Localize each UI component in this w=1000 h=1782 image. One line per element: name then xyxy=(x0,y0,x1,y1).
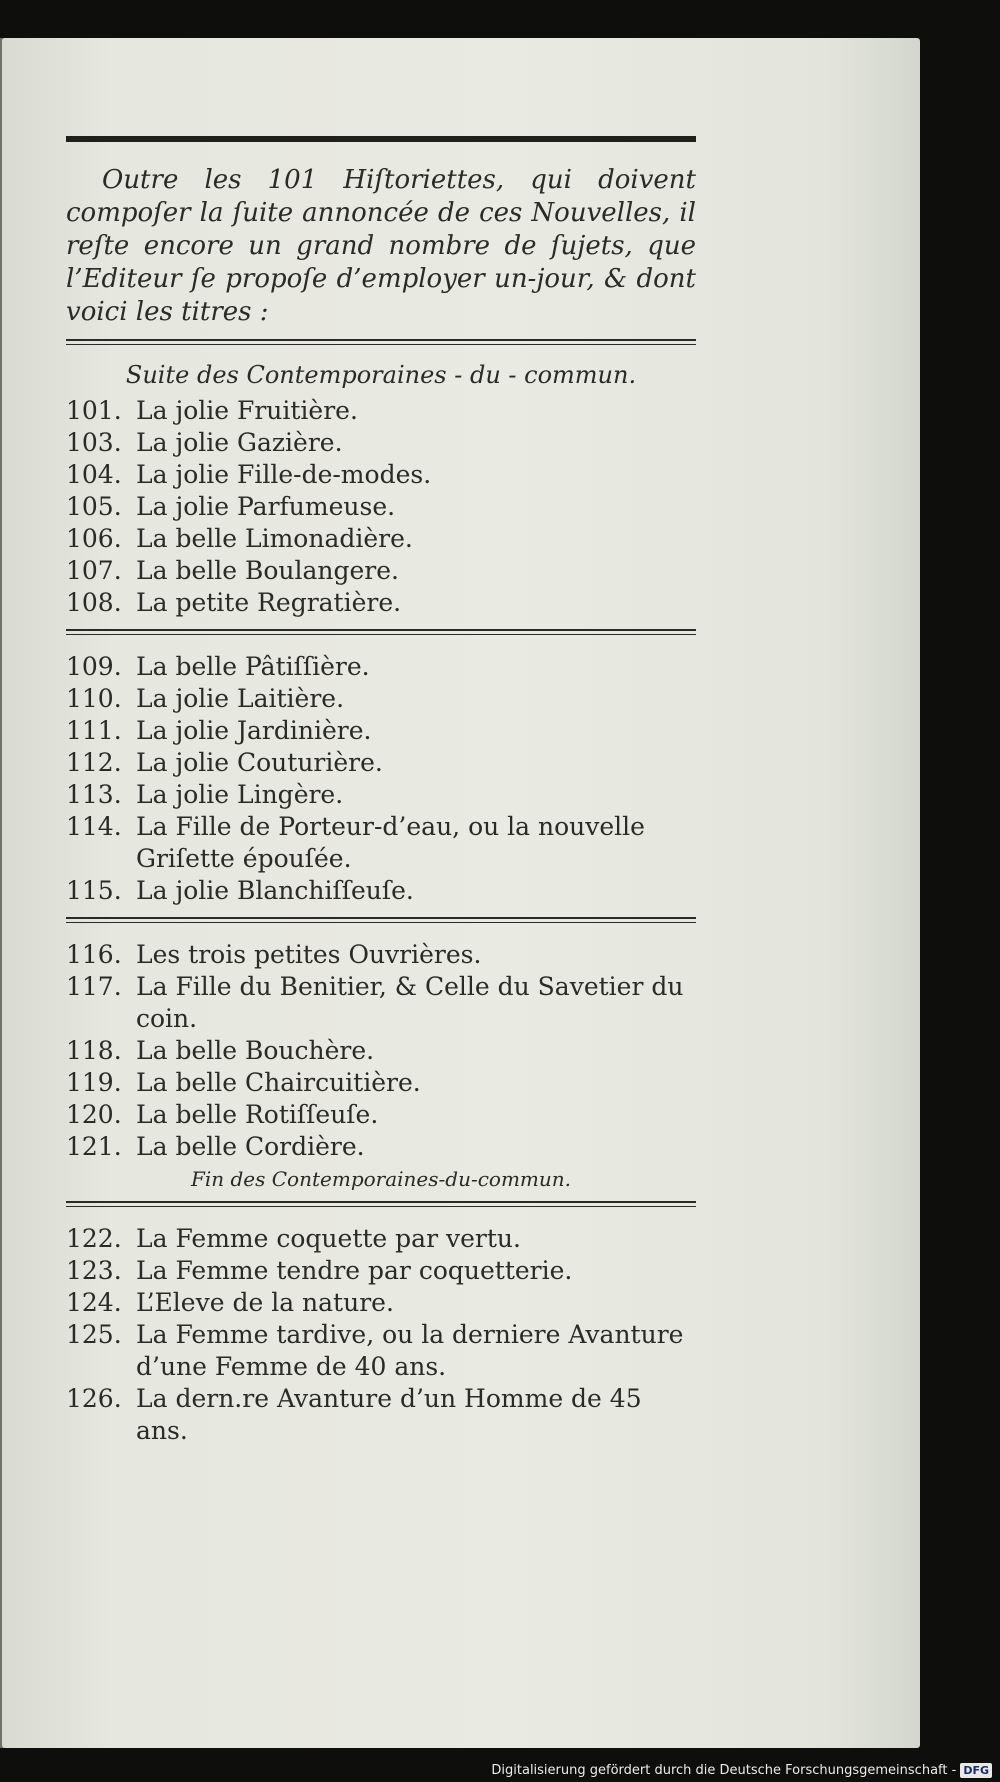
double-rule xyxy=(66,629,696,635)
entry-title: La belle Boulangere. xyxy=(136,556,400,585)
entry-number: 119. xyxy=(66,1068,122,1097)
entry-list-group2 xyxy=(66,651,696,907)
list-item xyxy=(66,715,696,747)
entry-number: 108. xyxy=(66,588,122,617)
list-item xyxy=(66,811,696,875)
entry-title: La jolie Fille-de-modes. xyxy=(136,460,432,489)
list-item xyxy=(66,1255,696,1287)
entry-title: La Femme coquette par vertu. xyxy=(136,1224,521,1253)
entry-number: 123. xyxy=(66,1256,122,1285)
entry-title: La belle Cordière. xyxy=(136,1132,365,1161)
entry-title: La Fille de Porteur-d’eau, ou la nouvelle Griſette épouſée. xyxy=(136,812,645,873)
list-item xyxy=(66,939,696,971)
list-item xyxy=(66,747,696,779)
page-content xyxy=(66,136,696,1447)
list-item xyxy=(66,459,696,491)
entry-title: Les trois petites Ouvrières. xyxy=(136,940,482,969)
entry-number: 103. xyxy=(66,428,122,457)
entry-number: 106. xyxy=(66,524,122,553)
entry-list-group4 xyxy=(66,1223,696,1447)
list-item xyxy=(66,1287,696,1319)
entry-number: 125. xyxy=(66,1320,122,1349)
list-item xyxy=(66,395,696,427)
entry-number: 113. xyxy=(66,780,122,809)
section-heading: Suite des Contemporaines - du - commun. xyxy=(125,361,637,389)
entry-title: La dern.re Avanture d’un Homme de 45 ans. xyxy=(136,1384,642,1445)
list-item xyxy=(66,1223,696,1255)
entry-number: 107. xyxy=(66,556,122,585)
entry-title: La Fille du Benitier, & Celle du Savetier du coin. xyxy=(136,972,684,1033)
list-item xyxy=(66,1099,696,1131)
list-item xyxy=(66,651,696,683)
entry-number: 104. xyxy=(66,460,122,489)
entry-number: 111. xyxy=(66,716,122,745)
entry-number: 116. xyxy=(66,940,122,969)
top-rule xyxy=(66,136,696,142)
list-item xyxy=(66,683,696,715)
double-rule xyxy=(66,339,696,345)
entry-title: La Femme tendre par coquetterie. xyxy=(136,1256,573,1285)
footer-text: Digitalisierung gefördert durch die Deutsche Forschungsgemeinschaft - xyxy=(491,1763,957,1778)
list-item xyxy=(66,779,696,811)
entry-number: 121. xyxy=(66,1132,122,1161)
entry-title: La jolie Fruitière. xyxy=(136,396,358,425)
entry-title: L’Eleve de la nature. xyxy=(136,1288,394,1317)
list-item xyxy=(66,555,696,587)
entry-title: La jolie Blanchiſſeuſe. xyxy=(136,876,414,905)
entry-title: La jolie Gazière. xyxy=(136,428,343,457)
entry-title: La belle Chaircuitière. xyxy=(136,1068,421,1097)
double-rule xyxy=(66,917,696,923)
entry-number: 109. xyxy=(66,652,122,681)
entry-number: 115. xyxy=(66,876,122,905)
list-item xyxy=(66,1319,696,1383)
entry-title: La petite Regratière. xyxy=(136,588,402,617)
entry-title: La belle Pâtiſſière. xyxy=(136,652,370,681)
intro-paragraph: Outre les 101 Hiſtoriettes, qui doivent compoſer la ſuite annoncée de ces Nouvelles, il reſte encore un grand nombre de ſujets, que l’Editeur ſe propoſe d’employer un-jour, & dont voici les titres : xyxy=(66,165,696,327)
list-item xyxy=(66,427,696,459)
entry-list-group1 xyxy=(66,395,696,619)
entry-number: 110. xyxy=(66,684,122,713)
entry-title: La belle Rotiſſeuſe. xyxy=(136,1100,379,1129)
dfg-logo: DFG xyxy=(960,1763,992,1778)
double-rule xyxy=(66,1201,696,1207)
list-item xyxy=(66,1035,696,1067)
entry-number: 112. xyxy=(66,748,122,777)
entry-list-group3 xyxy=(66,939,696,1163)
entry-number: 114. xyxy=(66,812,122,841)
entry-number: 117. xyxy=(66,972,122,1001)
entry-title: La jolie Parfumeuse. xyxy=(136,492,396,521)
entry-number: 124. xyxy=(66,1288,122,1317)
entry-title: La Femme tardive, ou la derniere Avanture d’une Femme de 40 ans. xyxy=(136,1320,684,1381)
entry-number: 122. xyxy=(66,1224,122,1253)
list-item xyxy=(66,875,696,907)
digitization-footer xyxy=(491,1763,992,1778)
entry-title: La jolie Lingère. xyxy=(136,780,344,809)
list-item xyxy=(66,1131,696,1163)
entry-number: 101. xyxy=(66,396,122,425)
entry-number: 118. xyxy=(66,1036,122,1065)
list-item xyxy=(66,1383,696,1447)
list-item xyxy=(66,971,696,1035)
entry-number: 126. xyxy=(66,1384,122,1413)
entry-title: La jolie Jardinière. xyxy=(136,716,372,745)
entry-number: 105. xyxy=(66,492,122,521)
entry-title: La jolie Laitière. xyxy=(136,684,345,713)
list-item xyxy=(66,491,696,523)
fin-line: Fin des Contemporaines-du-commun. xyxy=(190,1167,572,1191)
entry-number: 120. xyxy=(66,1100,122,1129)
entry-title: La belle Bouchère. xyxy=(136,1036,375,1065)
entry-title: La jolie Couturière. xyxy=(136,748,383,777)
entry-title: La belle Limonadière. xyxy=(136,524,413,553)
list-item xyxy=(66,1067,696,1099)
list-item xyxy=(66,587,696,619)
list-item xyxy=(66,523,696,555)
